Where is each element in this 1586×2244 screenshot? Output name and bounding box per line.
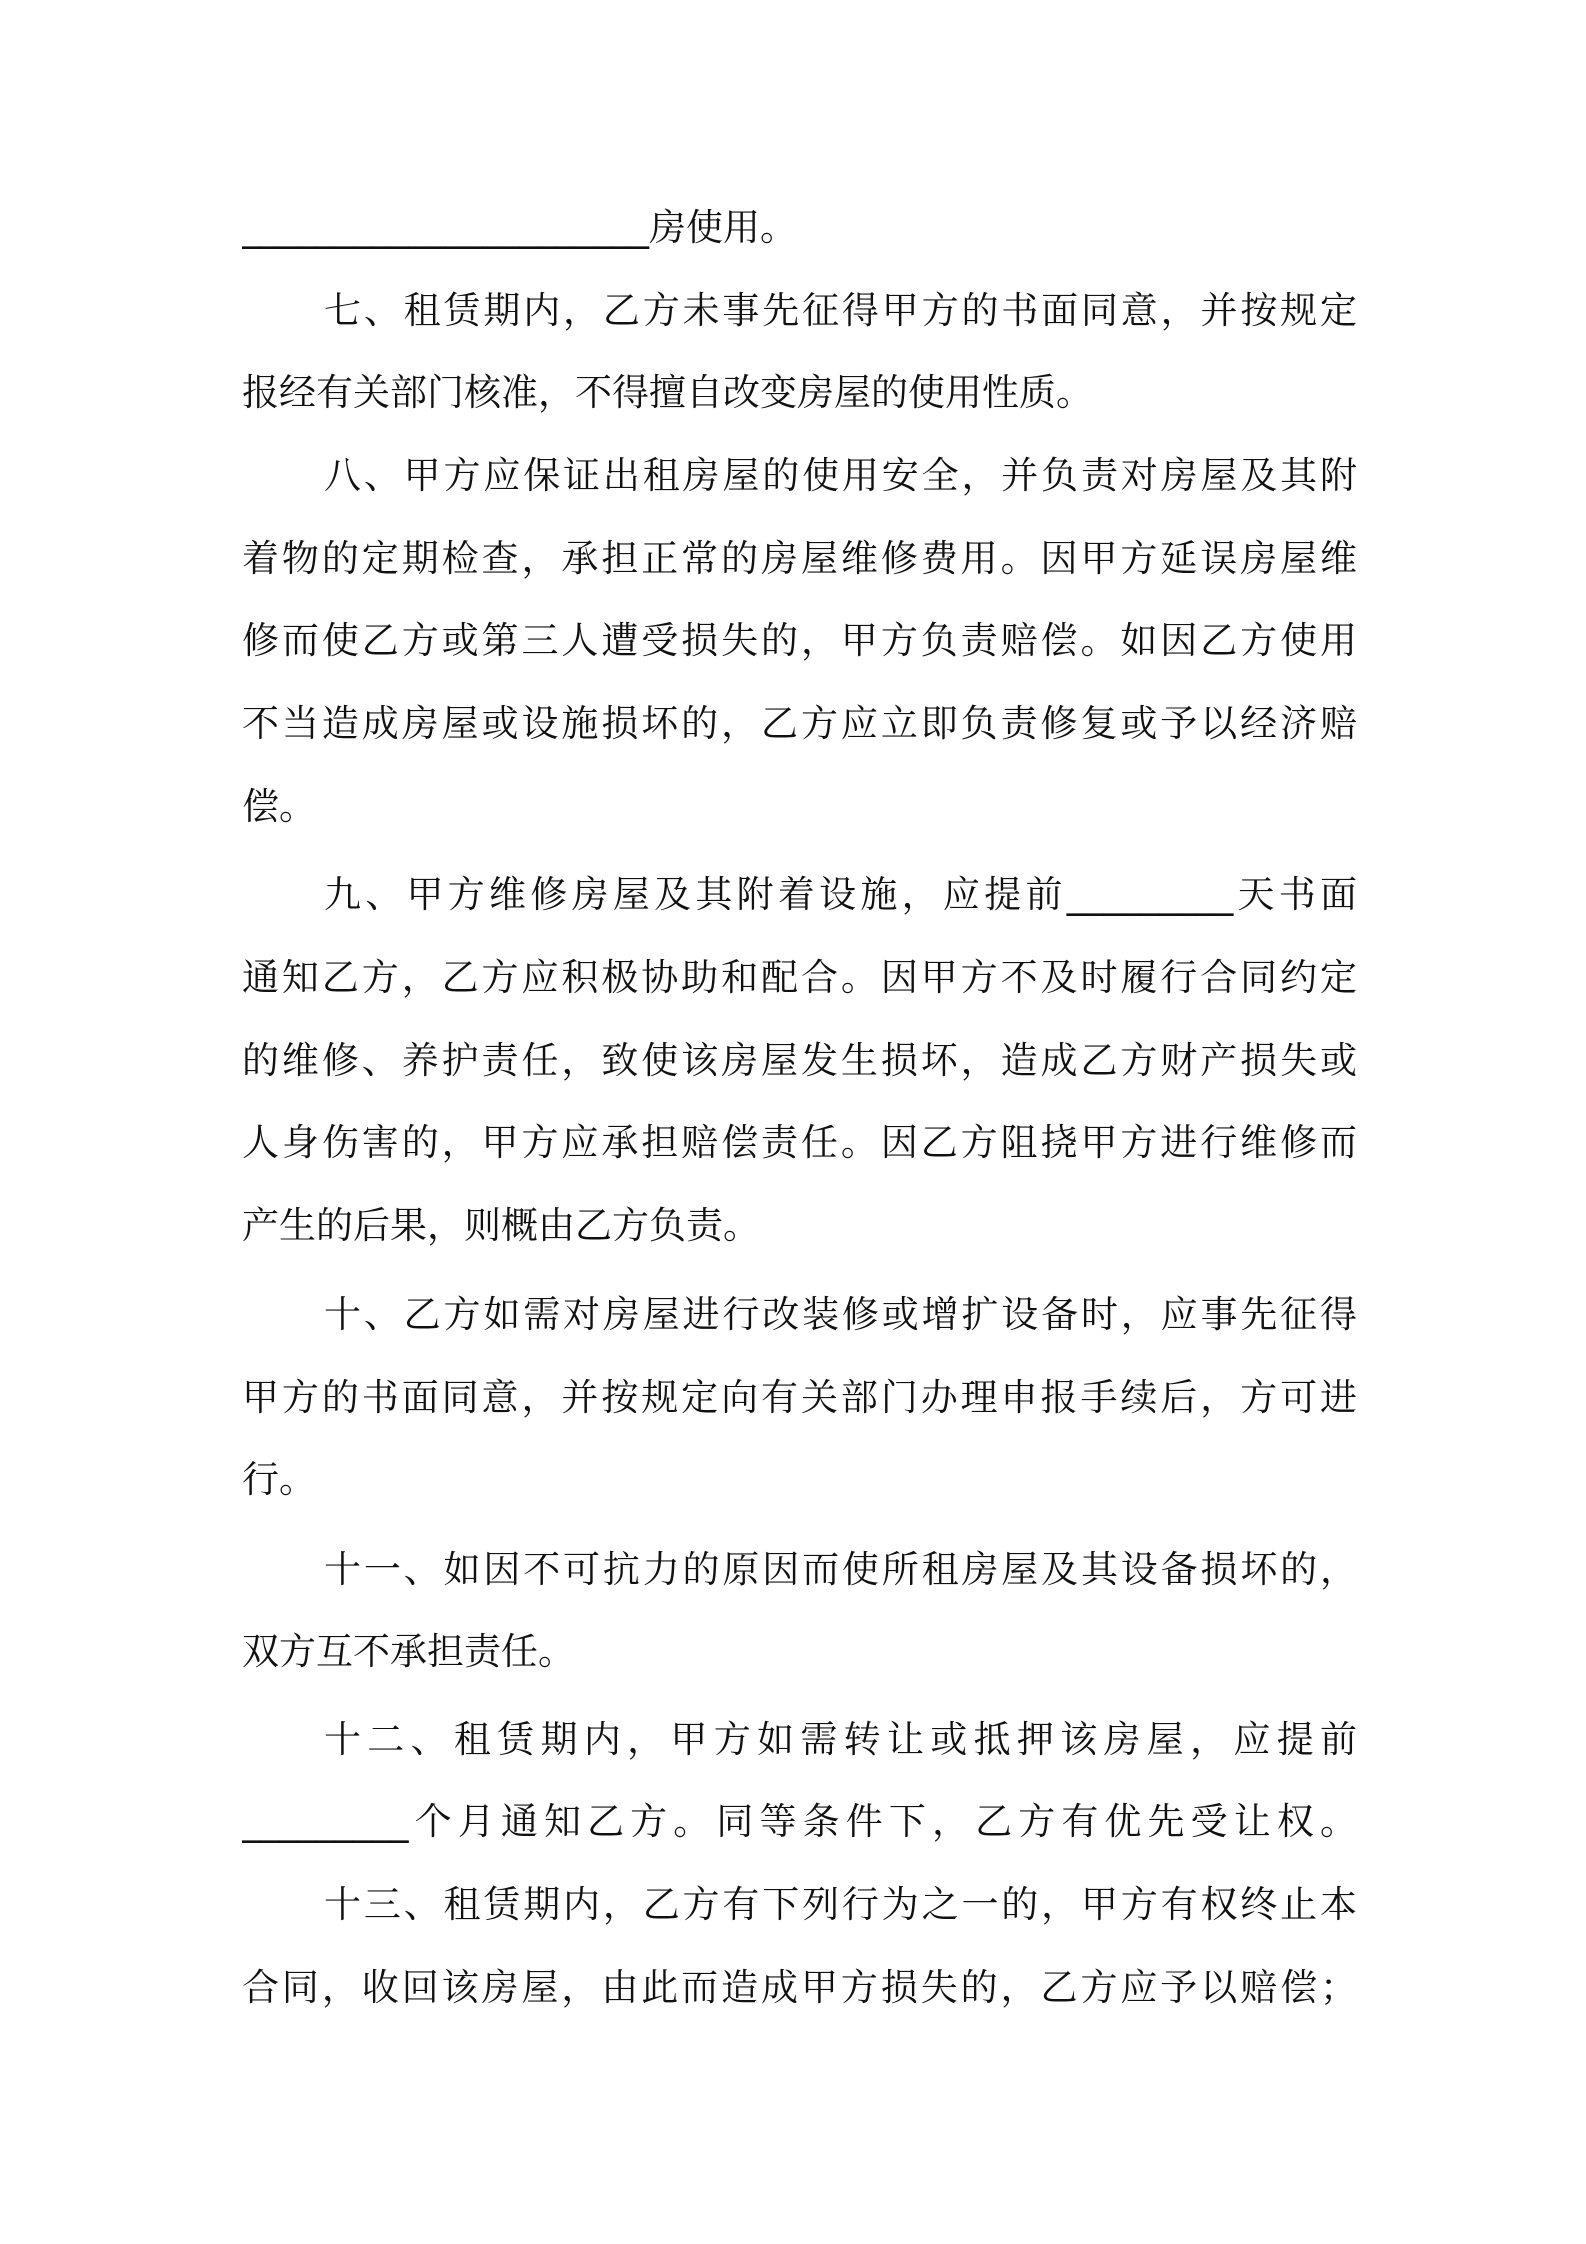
clause-9-line-5: 产生的后果，则概由乙方负责。 [242, 1204, 760, 1247]
clause-9-line-3: 的维修、养护责任，致使该房屋发生损坏，造成乙方财产损失或 [242, 1039, 1357, 1082]
clause-12-line-1: 十二、租赁期内，甲方如需转让或抵押该房屋，应提前 [324, 1718, 1357, 1761]
clause-8-line-3: 修而使乙方或第三人遭受损失的，甲方负责赔偿。如因乙方使用 [242, 619, 1357, 662]
clause-8-line-2: 着物的定期检查，承担正常的房屋维修费用。因甲方延误房屋维 [242, 537, 1357, 580]
clause-13-line-1: 十三、租赁期内，乙方有下列行为之一的，甲方有权终止本 [324, 1883, 1357, 1926]
clause-8-line-5: 偿。 [242, 785, 316, 828]
clause-8-line-1: 八、甲方应保证出租房屋的使用安全，并负责对房屋及其附 [324, 454, 1357, 497]
clause-9-line-4: 人身伤害的，甲方应承担赔偿责任。因乙方阻挠甲方进行维修而 [242, 1121, 1357, 1164]
text-line: ______________________房使用。 [242, 206, 797, 249]
clause-10-line-1: 十、乙方如需对房屋进行改装修或增扩设备时，应事先征得 [324, 1293, 1357, 1336]
clause-9-line-2: 通知乙方，乙方应积极协助和配合。因甲方不及时履行合同约定 [242, 956, 1357, 999]
clause-10-line-2: 甲方的书面同意，并按规定向有关部门办理申报手续后，方可进 [242, 1376, 1357, 1419]
clause-11-line-2: 双方互不承担责任。 [242, 1630, 575, 1673]
clause-10-line-3: 行。 [242, 1458, 316, 1501]
clause-9-line-1: 九、甲方维修房屋及其附着设施，应提前_________天书面 [324, 873, 1357, 916]
clause-7-line-2: 报经有关部门核准，不得擅自改变房屋的使用性质。 [242, 371, 1093, 414]
clause-7-line-1: 七、租赁期内，乙方未事先征得甲方的书面同意，并按规定 [324, 289, 1357, 332]
clause-12-line-2: _________个月通知乙方。同等条件下，乙方有优先受让权。 [242, 1800, 1357, 1843]
clause-11-line-1: 十一、如因不可抗力的原因而使所租房屋及其设备损坏的， [324, 1548, 1357, 1591]
clause-8-line-4: 不当造成房屋或设施损坏的，乙方应立即负责修复或予以经济赔 [242, 702, 1357, 745]
clause-13-line-2: 合同，收回该房屋，由此而造成甲方损失的，乙方应予以赔偿； [242, 1966, 1357, 2009]
